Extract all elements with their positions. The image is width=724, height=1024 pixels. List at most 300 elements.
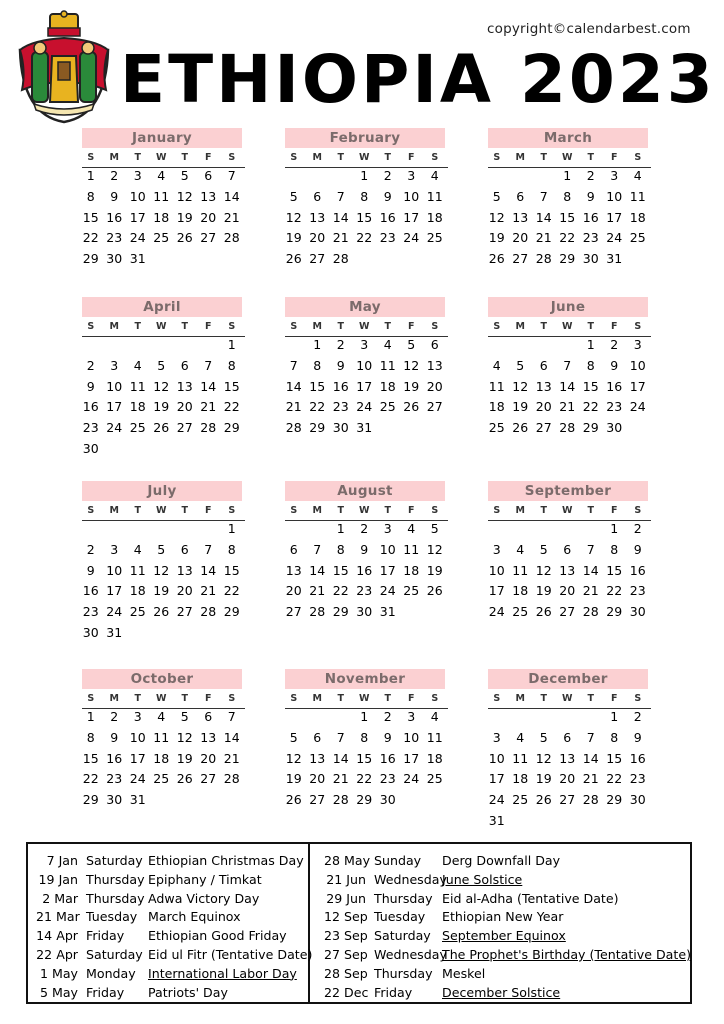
weekday-label: T: [587, 152, 594, 163]
day-cell: 3: [383, 521, 392, 536]
holiday-weekday: Friday: [86, 928, 125, 944]
day-cell: 17: [629, 378, 646, 394]
day-cell: 22: [606, 583, 623, 599]
day-cell: 31: [379, 604, 396, 620]
day-cell: 19: [535, 583, 552, 599]
holiday-row: [36, 890, 312, 909]
day-cell: 22: [582, 399, 599, 415]
day-cell: 23: [106, 771, 123, 787]
day-cell: 4: [383, 337, 392, 352]
day-cell: 23: [606, 399, 623, 415]
empty-day: [173, 519, 197, 540]
day-cell: 16: [606, 378, 623, 394]
day-cell: 20: [200, 209, 217, 225]
month-days-grid: [79, 317, 242, 460]
day-cell: 20: [559, 583, 576, 599]
day-cell: 6: [516, 188, 525, 204]
day-cell: 15: [356, 209, 373, 225]
weekday-label: T: [134, 152, 141, 163]
day-cell: 9: [633, 541, 642, 557]
day-cell: 21: [559, 399, 576, 415]
day-cell: 19: [285, 771, 302, 787]
day-cell: 7: [336, 729, 345, 745]
day-cell: 6: [313, 188, 322, 204]
holiday-weekday: Friday: [374, 984, 413, 1000]
day-cell: 2: [86, 357, 95, 373]
day-cell: 14: [332, 209, 349, 225]
day-cell: 28: [223, 771, 240, 787]
day-cell: 30: [356, 604, 373, 620]
day-cell: 5: [157, 541, 166, 557]
day-cell: 5: [180, 709, 189, 724]
day-cell: 1: [313, 337, 322, 352]
day-cell: 8: [227, 357, 236, 373]
holiday-date: 22 Apr: [36, 946, 78, 962]
day-cell: 20: [426, 378, 443, 394]
holiday-date: 5 May: [39, 984, 78, 1000]
day-cell: 19: [285, 230, 302, 246]
day-cell: 8: [586, 357, 595, 373]
weekday-label: W: [359, 321, 370, 332]
holiday-name: International Labor Day: [148, 965, 297, 981]
day-cell: 22: [559, 230, 576, 246]
month-october: [82, 669, 242, 811]
empty-day: [126, 519, 150, 540]
day-cell: 28: [535, 251, 552, 267]
day-cell: 12: [488, 209, 505, 225]
day-cell: 20: [176, 399, 193, 415]
day-cell: 20: [200, 750, 217, 766]
day-cell: 10: [403, 729, 420, 745]
day-cell: 29: [309, 420, 326, 436]
holiday-name: September Equinox: [442, 928, 566, 944]
day-cell: 16: [332, 378, 349, 394]
coat-of-arms-emblem: [12, 10, 116, 128]
weekday-label: S: [431, 152, 439, 163]
day-cell: 21: [200, 583, 217, 599]
day-cell: 3: [110, 357, 119, 373]
day-cell: 17: [106, 583, 123, 599]
day-cell: 15: [223, 378, 240, 394]
day-cell: 30: [82, 624, 99, 640]
day-cell: 28: [332, 251, 349, 267]
day-cell: 11: [153, 188, 170, 204]
holiday-date: 21 Mar: [36, 909, 80, 925]
day-cell: 13: [200, 729, 217, 745]
weekday-label: F: [408, 505, 415, 516]
day-cell: 28: [200, 420, 217, 436]
holiday-row: [324, 984, 691, 1003]
day-cell: 10: [403, 188, 420, 204]
holiday-date: 2 Mar: [42, 890, 78, 906]
month-header: July: [82, 481, 242, 501]
weekday-label: T: [587, 321, 594, 332]
day-cell: 14: [535, 209, 552, 225]
day-cell: 8: [336, 541, 345, 557]
day-cell: 26: [488, 251, 505, 267]
holiday-row: [324, 927, 691, 946]
day-cell: 22: [82, 230, 99, 246]
day-cell: 2: [383, 709, 392, 724]
day-cell: 8: [360, 188, 369, 204]
holiday-column-left: [36, 852, 312, 1002]
month-january: [82, 128, 242, 270]
day-cell: 10: [356, 357, 373, 373]
weekday-header-row: [282, 501, 447, 519]
holiday-row: [36, 927, 312, 946]
empty-day: [329, 707, 353, 728]
month-header: December: [488, 669, 648, 689]
day-cell: 2: [110, 709, 119, 724]
day-cell: 7: [586, 541, 595, 557]
day-cell: 12: [153, 562, 170, 578]
day-cell: 24: [129, 230, 146, 246]
day-cell: 23: [379, 771, 396, 787]
weekday-label: M: [515, 321, 525, 332]
holiday-name: Eid ul Fitr (Tentative Date): [148, 946, 313, 962]
day-cell: 21: [309, 583, 326, 599]
holiday-weekday: Wednesday: [374, 871, 447, 887]
weekday-label: T: [540, 505, 547, 516]
day-cell: 18: [153, 209, 170, 225]
empty-day: [150, 519, 174, 540]
day-cell: 3: [133, 709, 142, 724]
day-cell: 22: [82, 771, 99, 787]
holiday-column-right: [324, 852, 691, 1002]
empty-day: [79, 335, 103, 356]
holiday-list: [26, 842, 692, 1004]
day-cell: 29: [82, 251, 99, 267]
holiday-name: March Equinox: [148, 909, 241, 925]
day-cell: 9: [110, 188, 119, 204]
day-cell: 2: [86, 541, 95, 557]
weekday-header-row: [485, 501, 650, 519]
day-cell: 10: [606, 188, 623, 204]
weekday-header-row: [282, 148, 447, 166]
weekday-label: M: [312, 505, 322, 516]
day-cell: 11: [512, 750, 529, 766]
weekday-label: M: [109, 152, 119, 163]
month-days-grid: [282, 317, 445, 439]
weekday-header-row: [485, 317, 650, 335]
day-cell: 21: [332, 230, 349, 246]
day-cell: 9: [360, 541, 369, 557]
day-cell: 4: [407, 521, 416, 536]
weekday-label: S: [228, 321, 236, 332]
day-cell: 19: [176, 750, 193, 766]
day-cell: 26: [176, 230, 193, 246]
day-cell: 25: [153, 230, 170, 246]
day-cell: 16: [582, 209, 599, 225]
holiday-name: The Prophet's Birthday (Tentative Date): [442, 946, 692, 962]
month-june: [488, 297, 648, 439]
day-cell: 4: [133, 357, 142, 373]
weekday-label: F: [408, 152, 415, 163]
day-cell: 15: [82, 750, 99, 766]
holiday-weekday: Wednesday: [374, 946, 447, 962]
day-cell: 17: [106, 399, 123, 415]
weekday-label: M: [312, 321, 322, 332]
empty-day: [485, 335, 509, 356]
day-cell: 12: [285, 750, 302, 766]
empty-day: [485, 707, 509, 728]
day-cell: 25: [426, 230, 443, 246]
day-cell: 6: [180, 357, 189, 373]
day-cell: 8: [563, 188, 572, 204]
day-cell: 29: [606, 604, 623, 620]
empty-day: [509, 335, 533, 356]
day-cell: 9: [383, 188, 392, 204]
day-cell: 12: [512, 378, 529, 394]
weekday-label: W: [359, 152, 370, 163]
weekday-label: M: [109, 505, 119, 516]
day-cell: 17: [379, 562, 396, 578]
weekday-label: S: [87, 152, 95, 163]
holiday-date: 12 Sep: [324, 909, 368, 925]
weekday-label: F: [408, 693, 415, 704]
weekday-label: W: [562, 321, 573, 332]
day-cell: 18: [153, 750, 170, 766]
weekday-label: W: [156, 321, 167, 332]
weekday-label: F: [408, 321, 415, 332]
weekday-label: S: [228, 152, 236, 163]
day-cell: 26: [153, 604, 170, 620]
day-cell: 3: [407, 709, 416, 724]
month-september: [488, 481, 648, 623]
weekday-label: S: [87, 505, 95, 516]
weekday-label: T: [384, 321, 391, 332]
day-cell: 29: [82, 792, 99, 808]
day-cell: 25: [426, 771, 443, 787]
month-days-grid: [282, 689, 445, 811]
day-cell: 30: [379, 792, 396, 808]
day-cell: 18: [403, 562, 420, 578]
month-header: October: [82, 669, 242, 689]
weekday-label: S: [431, 693, 439, 704]
empty-day: [150, 335, 174, 356]
day-cell: 22: [356, 230, 373, 246]
month-april: [82, 297, 242, 460]
day-cell: 27: [176, 420, 193, 436]
day-cell: 21: [285, 399, 302, 415]
day-cell: 27: [535, 420, 552, 436]
holiday-row: [324, 965, 691, 984]
day-cell: 24: [403, 230, 420, 246]
empty-day: [126, 335, 150, 356]
day-cell: 17: [129, 750, 146, 766]
day-cell: 28: [332, 792, 349, 808]
day-cell: 6: [430, 337, 439, 352]
day-cell: 15: [223, 562, 240, 578]
day-cell: 27: [176, 604, 193, 620]
weekday-label: T: [337, 505, 344, 516]
day-cell: 17: [488, 583, 505, 599]
day-cell: 7: [563, 357, 572, 373]
day-cell: 17: [356, 378, 373, 394]
day-cell: 20: [176, 583, 193, 599]
day-cell: 23: [356, 583, 373, 599]
weekday-label: F: [611, 152, 618, 163]
day-cell: 6: [204, 709, 213, 724]
day-cell: 22: [332, 583, 349, 599]
weekday-label: F: [205, 505, 212, 516]
holiday-row: [36, 984, 312, 1003]
day-cell: 12: [176, 188, 193, 204]
holiday-weekday: Thursday: [86, 871, 145, 887]
day-cell: 1: [86, 168, 95, 183]
day-cell: 4: [633, 168, 642, 183]
day-cell: 7: [204, 541, 213, 557]
weekday-label: F: [611, 321, 618, 332]
holiday-row: [36, 965, 312, 984]
day-cell: 28: [223, 230, 240, 246]
day-cell: 4: [133, 541, 142, 557]
weekday-label: F: [205, 321, 212, 332]
day-cell: 24: [606, 230, 623, 246]
day-cell: 20: [535, 399, 552, 415]
day-cell: 8: [227, 541, 236, 557]
day-cell: 6: [289, 541, 298, 557]
holiday-row: [324, 946, 691, 965]
day-cell: 19: [535, 771, 552, 787]
day-cell: 2: [360, 521, 369, 536]
day-cell: 11: [512, 562, 529, 578]
day-cell: 24: [106, 420, 123, 436]
weekday-label: S: [634, 505, 642, 516]
empty-day: [579, 707, 603, 728]
day-cell: 23: [379, 230, 396, 246]
day-cell: 3: [133, 168, 142, 183]
day-cell: 6: [180, 541, 189, 557]
day-cell: 21: [535, 230, 552, 246]
empty-day: [532, 166, 556, 187]
weekday-header-row: [79, 148, 244, 166]
weekday-header-row: [79, 501, 244, 519]
weekday-label: M: [312, 152, 322, 163]
day-cell: 25: [129, 604, 146, 620]
weekday-label: S: [493, 693, 501, 704]
empty-day: [556, 707, 580, 728]
day-cell: 9: [586, 188, 595, 204]
empty-day: [197, 335, 221, 356]
empty-day: [306, 166, 330, 187]
day-cell: 6: [539, 357, 548, 373]
weekday-label: M: [109, 693, 119, 704]
weekday-label: W: [359, 505, 370, 516]
holiday-date: 21 Jun: [326, 871, 366, 887]
holiday-weekday: Tuesday: [86, 909, 138, 925]
day-cell: 3: [492, 541, 501, 557]
day-cell: 29: [559, 251, 576, 267]
day-cell: 2: [633, 709, 642, 724]
day-cell: 22: [223, 399, 240, 415]
day-cell: 7: [336, 188, 345, 204]
day-cell: 7: [227, 168, 236, 183]
day-cell: 11: [426, 729, 443, 745]
day-cell: 22: [223, 583, 240, 599]
month-header: September: [488, 481, 648, 501]
day-cell: 5: [430, 521, 439, 536]
day-cell: 14: [223, 188, 240, 204]
day-cell: 24: [403, 771, 420, 787]
day-cell: 11: [153, 729, 170, 745]
holiday-date: 7 Jan: [46, 853, 78, 868]
day-cell: 16: [106, 209, 123, 225]
month-header: January: [82, 128, 242, 148]
day-cell: 23: [332, 399, 349, 415]
day-cell: 3: [407, 168, 416, 183]
day-cell: 25: [153, 771, 170, 787]
day-cell: 2: [110, 168, 119, 183]
day-cell: 17: [403, 750, 420, 766]
holiday-weekday: Saturday: [374, 928, 431, 944]
weekday-header-row: [79, 317, 244, 335]
day-cell: 15: [356, 750, 373, 766]
day-cell: 30: [606, 420, 623, 436]
day-cell: 30: [582, 251, 599, 267]
day-cell: 15: [606, 750, 623, 766]
day-cell: 15: [582, 378, 599, 394]
day-cell: 12: [176, 729, 193, 745]
day-cell: 13: [176, 562, 193, 578]
day-cell: 14: [582, 562, 599, 578]
weekday-label: T: [384, 693, 391, 704]
day-cell: 20: [309, 771, 326, 787]
holiday-row: [324, 852, 691, 871]
holiday-weekday: Sunday: [374, 853, 422, 868]
day-cell: 20: [512, 230, 529, 246]
day-cell: 4: [157, 709, 166, 724]
weekday-label: S: [228, 693, 236, 704]
day-cell: 30: [82, 440, 99, 456]
day-cell: 20: [309, 230, 326, 246]
weekday-label: S: [431, 505, 439, 516]
day-cell: 26: [153, 420, 170, 436]
holiday-name: Derg Downfall Day: [442, 853, 561, 868]
holiday-weekday: Saturday: [86, 946, 143, 962]
weekday-label: S: [228, 505, 236, 516]
day-cell: 23: [629, 771, 646, 787]
day-cell: 9: [610, 357, 619, 373]
holiday-date: 22 Dec: [324, 984, 369, 1000]
day-cell: 14: [559, 378, 576, 394]
weekday-label: T: [181, 321, 188, 332]
day-cell: 19: [176, 209, 193, 225]
empty-day: [103, 335, 127, 356]
day-cell: 19: [488, 230, 505, 246]
day-cell: 19: [153, 583, 170, 599]
day-cell: 7: [289, 357, 298, 373]
day-cell: 20: [285, 583, 302, 599]
day-cell: 5: [539, 729, 548, 745]
day-cell: 18: [129, 399, 146, 415]
weekday-header-row: [79, 689, 244, 707]
day-cell: 3: [633, 337, 642, 352]
day-cell: 24: [129, 771, 146, 787]
weekday-label: T: [181, 505, 188, 516]
day-cell: 8: [86, 188, 95, 204]
day-cell: 7: [586, 729, 595, 745]
day-cell: 18: [129, 583, 146, 599]
month-days-grid: [485, 689, 648, 832]
day-cell: 21: [223, 750, 240, 766]
day-cell: 11: [129, 378, 146, 394]
day-cell: 1: [227, 337, 236, 352]
day-cell: 12: [426, 541, 443, 557]
weekday-label: S: [290, 152, 298, 163]
day-cell: 31: [106, 624, 123, 640]
day-cell: 16: [82, 399, 99, 415]
